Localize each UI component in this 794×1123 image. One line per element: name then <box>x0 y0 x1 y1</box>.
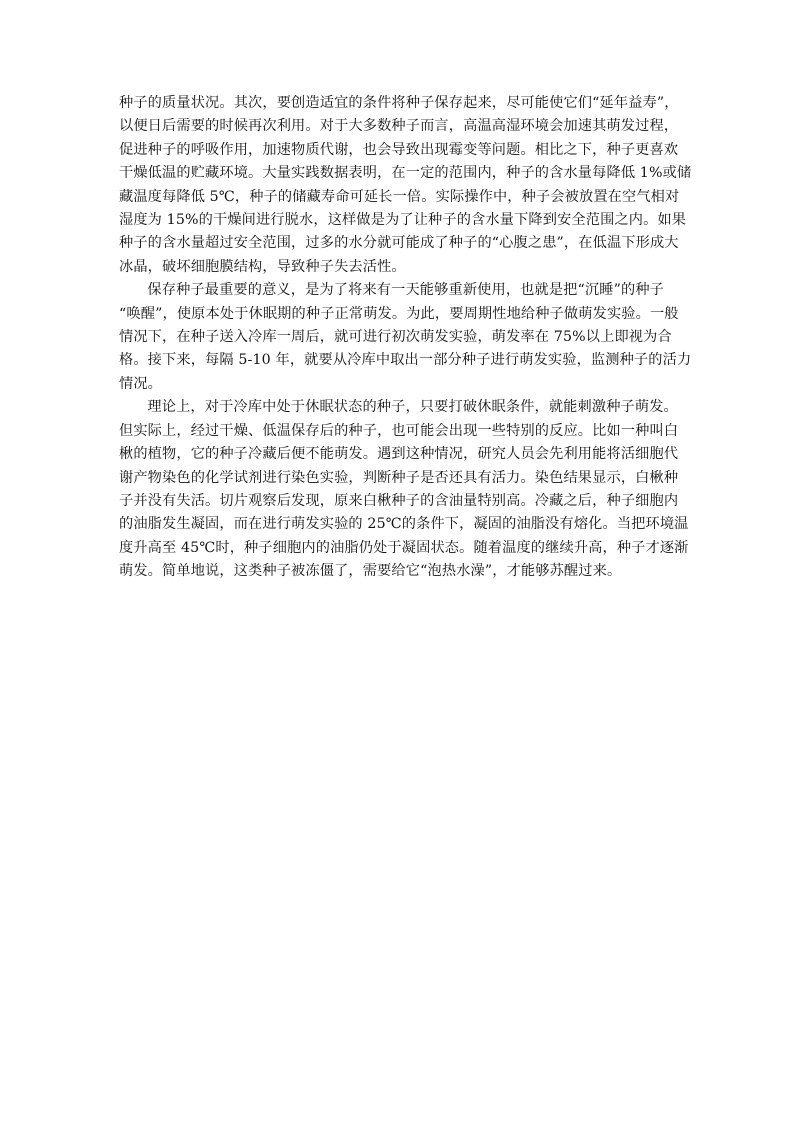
text-line: 情况下，在种子送入冷库一周后，就可进行初次萌发实验，萌发率在 75%以上即视为合 <box>119 329 672 346</box>
text-line: 保存种子最重要的意义，是为了将来有一天能够重新使用，也就是把“沉睡”的种子 <box>147 282 665 299</box>
text-line: 种子的质量状况。其次，要创造适宜的条件将种子保存起来，尽可能使它们“延年益寿”， <box>119 95 679 111</box>
text-line: 促进种子的呼吸作用，加速物质代谢，也会导致出现霉变等问题。相比之下，种子更喜欢 <box>119 141 679 158</box>
text-line: 萌发。简单地说，这类种子被冻僵了，需要给它“泡热水澡”，才能够苏醒过来。 <box>119 563 622 580</box>
paragraph-3 <box>119 396 689 583</box>
text-line: 谢产物染色的化学试剂进行染色实验，判断种子是否还具有活力。染色结果显示，白楸种 <box>119 469 679 486</box>
text-line: 情况。 <box>119 375 163 392</box>
body-text <box>119 92 692 584</box>
text-line: 理论上，对于冷库中处于休眠状态的种子，只要打破休眠条件，就能刺激种子萌发。 <box>147 399 678 416</box>
text-line: 楸的植物，它的种子冷藏后便不能萌发。遇到这种情况，研究人员会先利用能将活细胞代 <box>119 446 679 463</box>
text-line: 以便日后需要的时候再次利用。对于大多数种子而言，高温高湿环境会加速其萌发过程， <box>119 118 679 135</box>
text-line: 干燥低温的贮藏环境。大量实践数据表明，在一定的范围内，种子的含水量每降低 1%或储 <box>119 165 692 182</box>
text-line: 的油脂发生凝固，而在进行萌发实验的 25℃的条件下，凝固的油脂没有熔化。当把环境温 <box>119 516 689 533</box>
text-line: 藏温度每降低 5℃，种子的储藏寿命可延长一倍。实际操作中，种子会被放置在空气相对 <box>119 188 680 205</box>
paragraph-2 <box>119 279 692 396</box>
text-line: “唤醒”，使原本处于休眠期的种子正常萌发。为此，要周期性地给种子做萌发实验。一般 <box>119 305 679 322</box>
text-line: 种子的含水量超过安全范围，过多的水分就可能成了种子的“心腹之患”，在低温下形成大 <box>119 235 679 252</box>
text-line: 湿度为 15%的干燥间进行脱水，这样做是为了让种子的含水量下降到安全范围之内。如果 <box>119 212 687 229</box>
text-line: 但实际上，经过干燥、低温保存后的种子，也可能会出现一些特别的反应。比如一种叫白 <box>119 422 679 439</box>
text-line: 度升高至 45℃时，种子细胞内的油脂仍处于凝固状态。随着温度的继续升高，种子才逐渐 <box>119 539 689 556</box>
text-line: 冰晶，破坏细胞膜结构，导致种子失去活性。 <box>119 258 406 275</box>
text-line: 子并没有失活。切片观察后发现，原来白楸种子的含油量特别高。冷藏之后，种子细胞内 <box>119 492 679 509</box>
text-line: 格。接下来，每隔 5-10 年，就要从冷库中取出一部分种子进行萌发实验，监测种子的活力 <box>119 352 692 369</box>
paragraph-1 <box>119 92 692 279</box>
